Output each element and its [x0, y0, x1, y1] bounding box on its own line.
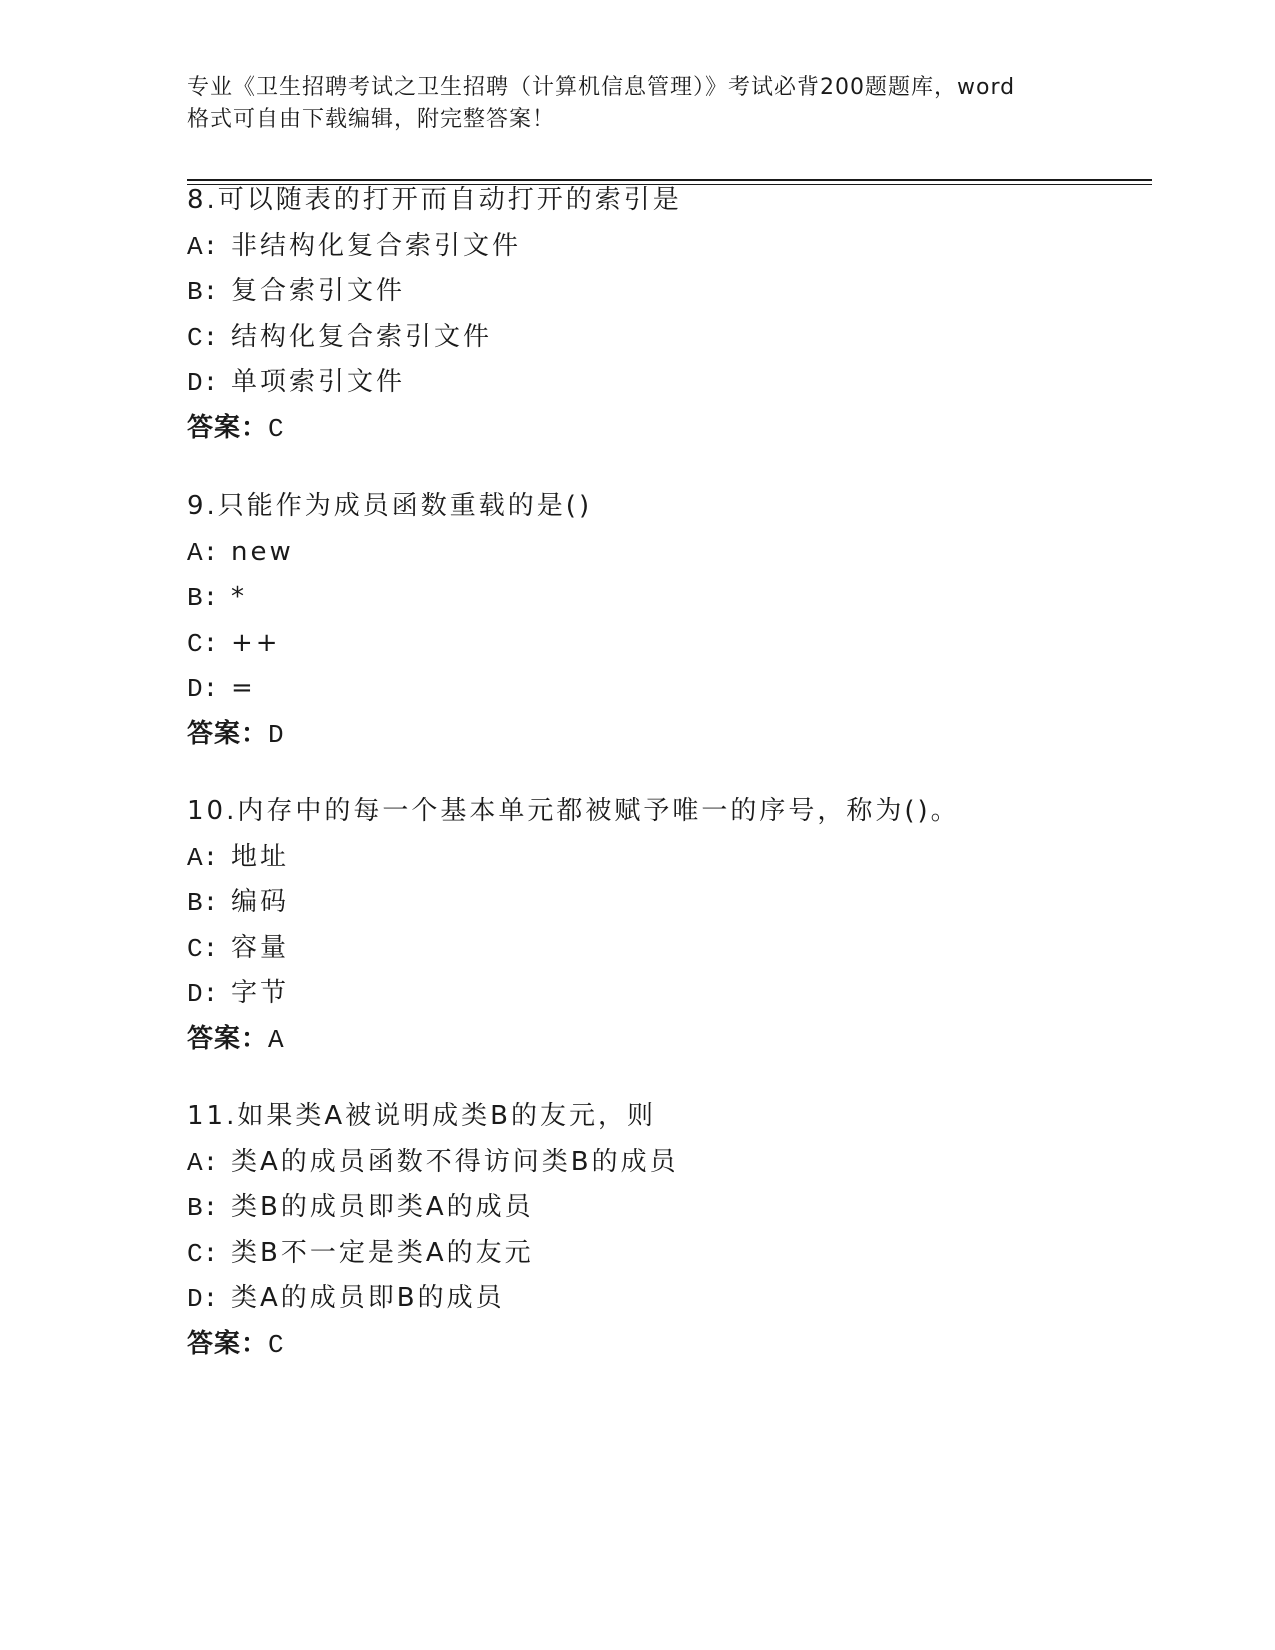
question-block-8 [187, 178, 1187, 451]
option-letter: C: [187, 628, 219, 659]
option-b [187, 1185, 1187, 1231]
option-letter: A: [187, 231, 219, 262]
option-text: 类B的成员即类A的成员 [231, 1192, 534, 1222]
question-stem: 10.内存中的每一个基本单元都被赋予唯一的序号，称为()。 [187, 796, 960, 826]
option-text: 非结构化复合索引文件 [231, 230, 522, 261]
option-letter: A: [187, 1147, 219, 1178]
header-line-1: 专业《卫生招聘考试之卫生招聘（计算机信息管理）》考试必背200题题库，word [187, 75, 1016, 100]
option-a [187, 1140, 1187, 1186]
option-letter: C: [187, 322, 219, 353]
answer-line [187, 712, 1187, 758]
option-letter: B: [187, 583, 219, 613]
option-b [187, 575, 1187, 621]
option-a [187, 835, 1187, 881]
answer-value: C [268, 413, 285, 444]
option-letter: C: [187, 1238, 219, 1269]
answer-label: 答案： [187, 1328, 269, 1359]
option-text: 类B不一定是类A的友元 [231, 1237, 534, 1268]
question-stem: 9.只能作为成员函数重载的是() [187, 491, 593, 521]
answer-line [187, 406, 1187, 452]
option-c [187, 621, 1187, 667]
answer-label: 答案： [187, 412, 269, 443]
option-a [187, 224, 1187, 270]
option-text: 复合索引文件 [231, 276, 406, 306]
option-letter: D: [187, 674, 219, 704]
option-a [187, 530, 1187, 576]
option-text: 类A的成员函数不得访问类B的成员 [231, 1146, 679, 1177]
option-letter: D: [187, 979, 219, 1009]
option-letter: D: [187, 368, 219, 398]
option-text: 编码 [231, 887, 290, 917]
question-block-9 [187, 484, 1187, 757]
question-block-11 [187, 1094, 1187, 1367]
option-letter: C: [187, 933, 219, 964]
option-letter: A: [187, 842, 219, 873]
option-d [187, 971, 1187, 1017]
answer-value: C [268, 1329, 285, 1360]
option-letter: B: [187, 277, 219, 307]
option-text: 结构化复合索引文件 [231, 321, 493, 352]
option-text: new [231, 536, 294, 567]
answer-value: D [268, 719, 285, 750]
option-letter: B: [187, 888, 219, 918]
option-d [187, 1276, 1187, 1322]
option-letter: D: [187, 1284, 219, 1314]
option-c [187, 315, 1187, 361]
option-c [187, 926, 1187, 972]
option-c [187, 1231, 1187, 1277]
option-b [187, 880, 1187, 926]
question-block-10 [187, 789, 1187, 1062]
answer-value: A [268, 1024, 285, 1055]
answer-label: 答案： [187, 718, 269, 749]
question-stem: 8.可以随表的打开而自动打开的索引是 [187, 185, 682, 215]
option-text: ++ [231, 627, 281, 658]
answer-line [187, 1017, 1187, 1063]
option-letter: B: [187, 1193, 219, 1223]
option-text: 容量 [231, 932, 290, 963]
option-letter: A: [187, 537, 219, 568]
option-text: = [231, 673, 256, 703]
option-b [187, 269, 1187, 315]
option-text: 地址 [231, 841, 290, 872]
answer-line [187, 1322, 1187, 1368]
option-text: 类A的成员即B的成员 [231, 1283, 505, 1313]
option-d [187, 666, 1187, 712]
answer-label: 答案： [187, 1023, 269, 1054]
header-line-2: 格式可自由下载编辑，附完整答案！ [187, 107, 556, 132]
option-text: * [231, 582, 247, 612]
option-text: 单项索引文件 [231, 367, 406, 397]
option-text: 字节 [231, 978, 290, 1008]
question-stem: 11.如果类A被说明成类B的友元，则 [187, 1101, 656, 1131]
option-d [187, 360, 1187, 406]
document-header [187, 72, 1087, 136]
